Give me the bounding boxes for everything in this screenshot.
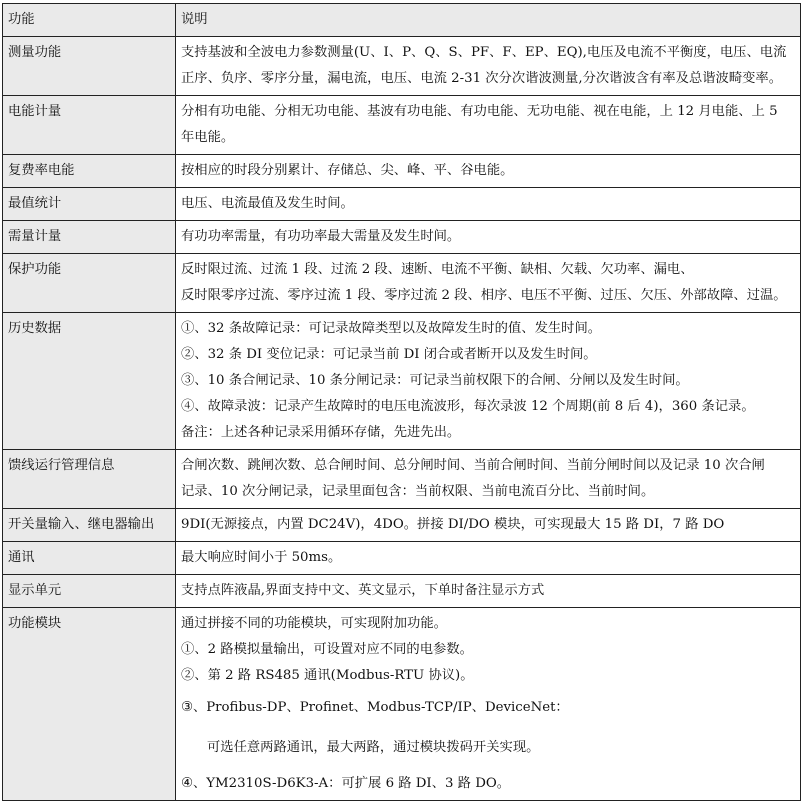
table-row-feeder bbox=[3, 450, 801, 509]
row-function: 复费率电能 bbox=[3, 155, 176, 188]
description-line: ③、Profibus-DP、Profinet、Modbus-TCP/IP、DeviceNet： bbox=[181, 700, 569, 715]
row-description bbox=[176, 155, 801, 188]
table-row-io bbox=[3, 509, 801, 542]
description-line: 可选任意两路通讯，最大两路，通过模块拨码开关实现。 bbox=[207, 740, 540, 755]
description-line: 9DI(无源接点，内置 DC24V)，4DO。拼接 DI/DO 模块，可实现最大 15 路 DI，7 路 DO bbox=[181, 517, 725, 532]
description-line: 按相应的时段分别累计、存储总、尖、峰、平、谷电能。 bbox=[181, 163, 514, 178]
description-line: 最大响应时间小于 50ms。 bbox=[181, 550, 342, 565]
row-function: 测量功能 bbox=[3, 37, 176, 96]
table-row-comm bbox=[3, 542, 801, 575]
row-function: 开关量输入、继电器输出 bbox=[3, 509, 176, 542]
table-row-extremes bbox=[3, 188, 801, 221]
description-line: ④、YM2310S-D6K3-A：可扩展 6 路 DI、3 路 DO。 bbox=[181, 776, 511, 791]
row-function: 最值统计 bbox=[3, 188, 176, 221]
row-description bbox=[176, 313, 801, 450]
description-line: ④、故障录波：记录产生故障时的电压电流波形，每次录波 12 个周期(前 8 后 4)，360 条记录。 bbox=[181, 399, 755, 414]
row-function: 保护功能 bbox=[3, 254, 176, 313]
row-description bbox=[176, 188, 801, 221]
spec-table bbox=[2, 3, 801, 801]
row-function: 历史数据 bbox=[3, 313, 176, 450]
description-line: 支持点阵液晶,界面支持中文、英文显示，下单时备注显示方式 bbox=[181, 583, 545, 598]
row-function: 通讯 bbox=[3, 542, 176, 575]
description-line: 通过拼接不同的功能模块，可实现附加功能。 bbox=[181, 616, 447, 631]
row-description bbox=[176, 37, 801, 96]
description-line: 记录、10 次分闸记录，记录里面包含：当前权限、当前电流百分比、当前时间。 bbox=[181, 484, 655, 499]
description-line: 有功功率需量，有功功率最大需量及发生时间。 bbox=[181, 229, 461, 244]
row-description bbox=[176, 221, 801, 254]
header-function: 功能 bbox=[3, 4, 176, 37]
description-line: 支持基波和全波电力参数测量(U、I、P、Q、S、PF、F、EP、EQ),电压及电流不平衡度，电压、电流 bbox=[181, 45, 787, 60]
description-line: 电压、电流最值及发生时间。 bbox=[181, 196, 354, 211]
row-description bbox=[176, 542, 801, 575]
description-line: ①、32 条故障记录：可记录故障类型以及故障发生时的值、发生时间。 bbox=[181, 321, 602, 336]
header-description: 说明 bbox=[176, 4, 801, 37]
row-function: 馈线运行管理信息 bbox=[3, 450, 176, 509]
table-row-protection bbox=[3, 254, 801, 313]
description-line: 反时限过流、过流 1 段、过流 2 段、速断、电流不平衡、缺相、欠载、欠功率、漏电、 bbox=[181, 262, 694, 277]
table-row-modules bbox=[3, 608, 801, 801]
table-row-measurement bbox=[3, 37, 801, 96]
description-line: 年电能。 bbox=[181, 130, 235, 145]
row-function: 电能计量 bbox=[3, 96, 176, 155]
row-description bbox=[176, 96, 801, 155]
row-description bbox=[176, 608, 801, 801]
table-row-multi-rate bbox=[3, 155, 801, 188]
row-function: 需量计量 bbox=[3, 221, 176, 254]
row-function: 功能模块 bbox=[3, 608, 176, 801]
table-row-demand bbox=[3, 221, 801, 254]
table-row-display bbox=[3, 575, 801, 608]
description-line: ②、32 条 DI 变位记录：可记录当前 DI 闭合或者断开以及发生时间。 bbox=[181, 347, 597, 362]
description-line: 正序、负序、零序分量，漏电流，电压、电流 2-31 次分次谐波测量,分次谐波含有率及总谐波畸变率。 bbox=[181, 71, 783, 86]
row-function: 显示单元 bbox=[3, 575, 176, 608]
table-header-row bbox=[3, 4, 801, 37]
row-description bbox=[176, 450, 801, 509]
description-line: ③、10 条合闸记录、10 条分闸记录：可记录当前权限下的合闸、分闸以及发生时间。 bbox=[181, 373, 689, 388]
description-line: 备注：上述各种记录采用循环存储，先进先出。 bbox=[181, 425, 461, 440]
row-description bbox=[176, 509, 801, 542]
description-line: ②、第 2 路 RS485 通讯(Modbus-RTU 协议)。 bbox=[181, 668, 474, 683]
description-line: 分相有功电能、分相无功电能、基波有功电能、有功电能、无功电能、视在电能，上 12 月电能、上 5 bbox=[181, 104, 778, 119]
row-description bbox=[176, 575, 801, 608]
description-line: ①、2 路模拟量输出，可设置对应不同的电参数。 bbox=[181, 642, 473, 657]
row-description bbox=[176, 254, 801, 313]
description-line: 反时限零序过流、零序过流 1 段、零序过流 2 段、相序、电压不平衡、过压、欠压、外部故障、过温。 bbox=[181, 288, 787, 303]
description-line: 合闸次数、跳闸次数、总合闸时间、总分闸时间、当前合闸时间、当前分闸时间以及记录 10 次合闸 bbox=[181, 458, 765, 473]
table-row-history bbox=[3, 313, 801, 450]
table-row-energy bbox=[3, 96, 801, 155]
